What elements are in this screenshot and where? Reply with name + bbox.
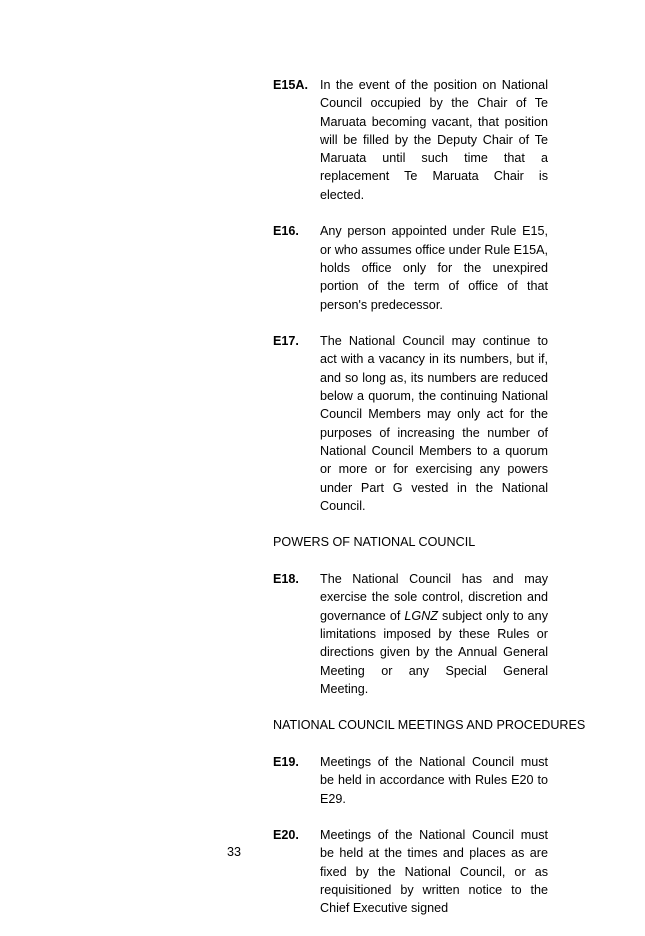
clause-text-part: The National Council has and may exercise the sole control, discretion and governance of (320, 572, 548, 623)
clause-e19 (273, 753, 548, 808)
clause-number: E18. (273, 572, 299, 587)
clause-e20 (273, 826, 548, 917)
clause-number: E19. (273, 754, 299, 769)
clause-text: Meetings of the National Council must be held in accordance with Rules E20 to E29. (320, 754, 548, 806)
clause-number: E16. (273, 224, 299, 239)
lgnz-italic: LGNZ (404, 608, 438, 623)
clause-number: E15A. (273, 78, 309, 92)
clause-text: In the event of the position on National Council occupied by the Chair of Te Maruata becoming vacant, that position will be filled by the Deputy Chair of Te Maruata until such time that a replacement Te Maruata Chair is elected. (320, 78, 548, 202)
page-number: 33 (227, 845, 242, 859)
section-heading-meetings: NATIONAL COUNCIL MEETINGS AND PROCEDURES (273, 718, 586, 733)
clause-e15a (273, 76, 548, 204)
clause-text-part: subject only to any limitations imposed by these Rules or directions given by the Annual General Meeting or any Special General Meeting. (320, 608, 548, 696)
clause-text: Meetings of the National Council must be held at the times and places as are fixed by the National Council, or as requisitioned by written notice to the Chief Executive signed (320, 828, 548, 916)
clause-e18 (273, 570, 548, 698)
clause-e17 (273, 332, 548, 515)
section-heading-powers: POWERS OF NATIONAL COUNCIL (273, 535, 476, 550)
clause-text: The National Council may continue to act with a vacancy in its numbers, but if, and so long as, its numbers are reduced below a quorum, the continuing National Council Members may only act for the purposes of increasing the number of National Council Members to a quorum or more or for exercising any powers under Part G vested in the National Council. (320, 334, 548, 513)
rules-body (273, 76, 586, 936)
clause-e16 (273, 222, 548, 313)
clause-text (320, 570, 548, 698)
clause-text: Any person appointed under Rule E15, or who assumes office under Rule E15A, holds office only for the unexpired portion of the term of office of that person's predecessor. (320, 224, 548, 312)
clause-number: E20. (273, 828, 299, 843)
clause-number: E17. (273, 334, 299, 349)
